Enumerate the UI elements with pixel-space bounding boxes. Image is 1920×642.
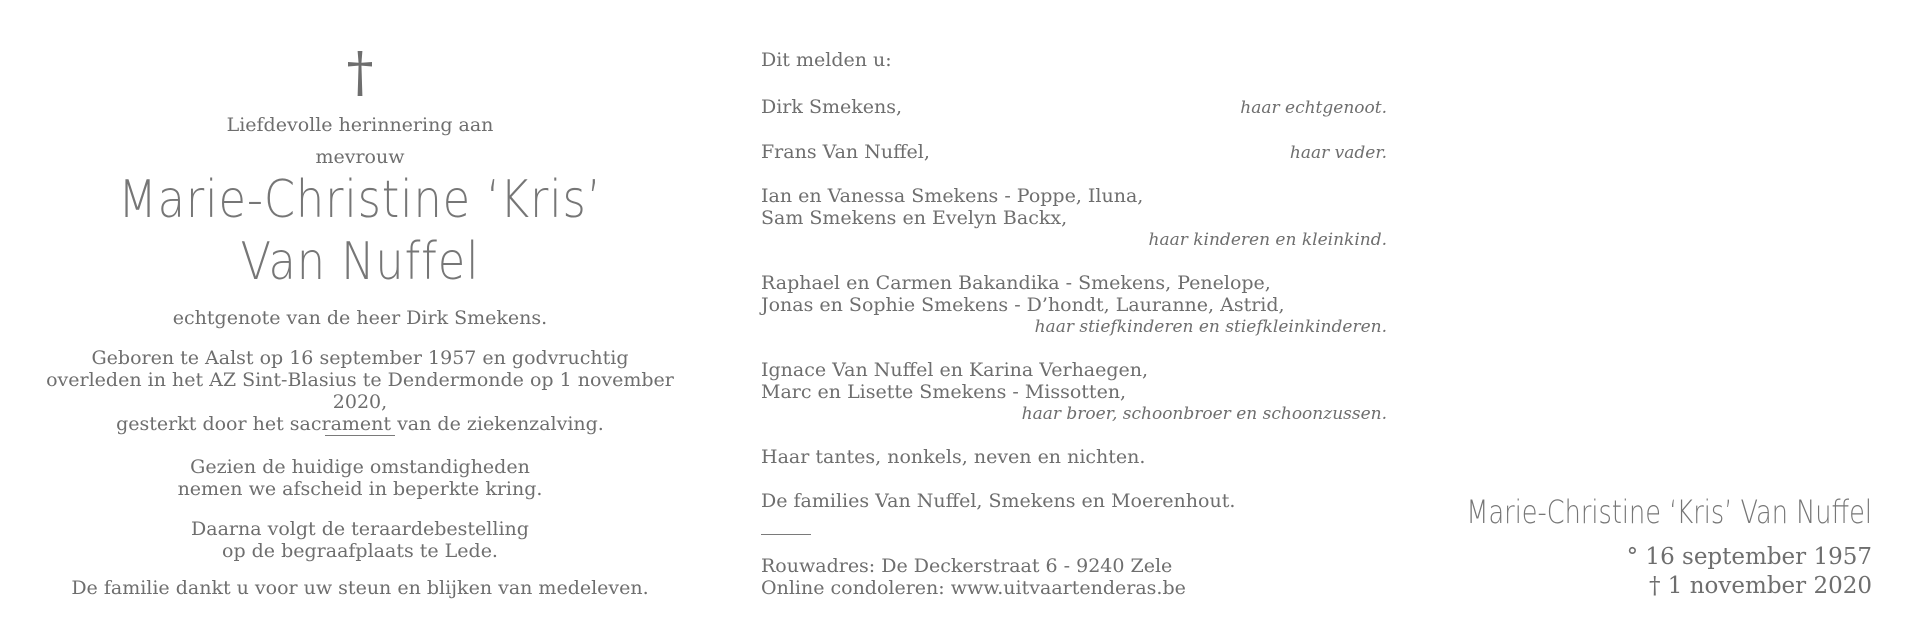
cross-icon: † (346, 41, 374, 104)
deceased-name: Marie-Christine ‘Kris’ Van Nuffel (1466, 493, 1872, 531)
stepchildren-line-1: Raphael en Carmen Bakandika - Smekens, Penelope, (761, 272, 1271, 294)
families-line: De families Van Nuffel, Smekens en Moerenhout. (761, 490, 1236, 512)
divider (761, 534, 811, 535)
husband-role: haar echtgenoot. (1240, 98, 1387, 118)
circumstances-line-2: nemen we afscheid in beperkte kring. (177, 478, 543, 500)
burial-paragraph (20, 518, 700, 562)
children-line-2: Sam Smekens en Evelyn Backx, (761, 207, 1068, 229)
thanks-line: De familie dankt u voor uw steun en blijken van medeleven. (71, 577, 649, 599)
father-role: haar vader. (1289, 143, 1387, 163)
birth-death-line-1: Geboren te Aalst op 16 september 1957 en godvruchtig (91, 347, 629, 369)
siblings-role: haar broer, schoonbroer en schoonzussen. (1021, 404, 1387, 424)
spouse-line: echtgenote van de heer Dirk Smekens. (172, 307, 548, 329)
deceased-name-line-1: Marie-Christine ‘Kris’ (118, 170, 602, 230)
relatives-line: Haar tantes, nonkels, neven en nichten. (761, 446, 1146, 468)
father-name: Frans Van Nuffel, (761, 141, 930, 163)
stepchildren-role: haar stiefkinderen en stiefkleinkinderen. (1034, 317, 1387, 337)
children-line-1: Ian en Vanessa Smekens - Poppe, Iluna, (761, 185, 1144, 207)
condolences-line: Online condoleren: www.uitvaartenderas.be (761, 577, 1186, 599)
address-line: Rouwadres: De Deckerstraat 6 - 9240 Zele (761, 555, 1173, 577)
birth-death-paragraph (20, 347, 700, 435)
birth-death-line-3: gesterkt door het sacrament van de ziekenzalving. (116, 413, 604, 435)
siblings-line-2: Marc en Lisette Smekens - Missotten, (761, 381, 1127, 403)
birth-death-line-2: overleden in het AZ Sint-Blasius te Dendermonde op 1 november 2020, (46, 369, 674, 413)
children-role: haar kinderen en kleinkind. (1148, 230, 1387, 250)
intro-line-2: mevrouw (315, 146, 405, 168)
circumstances-line-1: Gezien de huidige omstandigheden (190, 456, 530, 478)
intro-line-1: Liefdevolle herinnering aan (226, 114, 494, 136)
birth-date: ° 16 september 1957 (1626, 544, 1872, 570)
announcement: Dit melden u: (761, 49, 892, 71)
burial-line-2: op de begraafplaats te Lede. (222, 540, 498, 562)
circumstances-paragraph (20, 456, 700, 500)
husband-name: Dirk Smekens, (761, 96, 903, 118)
divider (325, 435, 395, 436)
siblings-line-1: Ignace Van Nuffel en Karina Verhaegen, (761, 359, 1149, 381)
deceased-name-line-2: Van Nuffel (240, 232, 480, 292)
stepchildren-line-2: Jonas en Sophie Smekens - D’hondt, Lauranne, Astrid, (761, 294, 1285, 316)
burial-line-1: Daarna volgt de teraardebestelling (191, 518, 529, 540)
death-date: † 1 november 2020 (1648, 573, 1872, 599)
